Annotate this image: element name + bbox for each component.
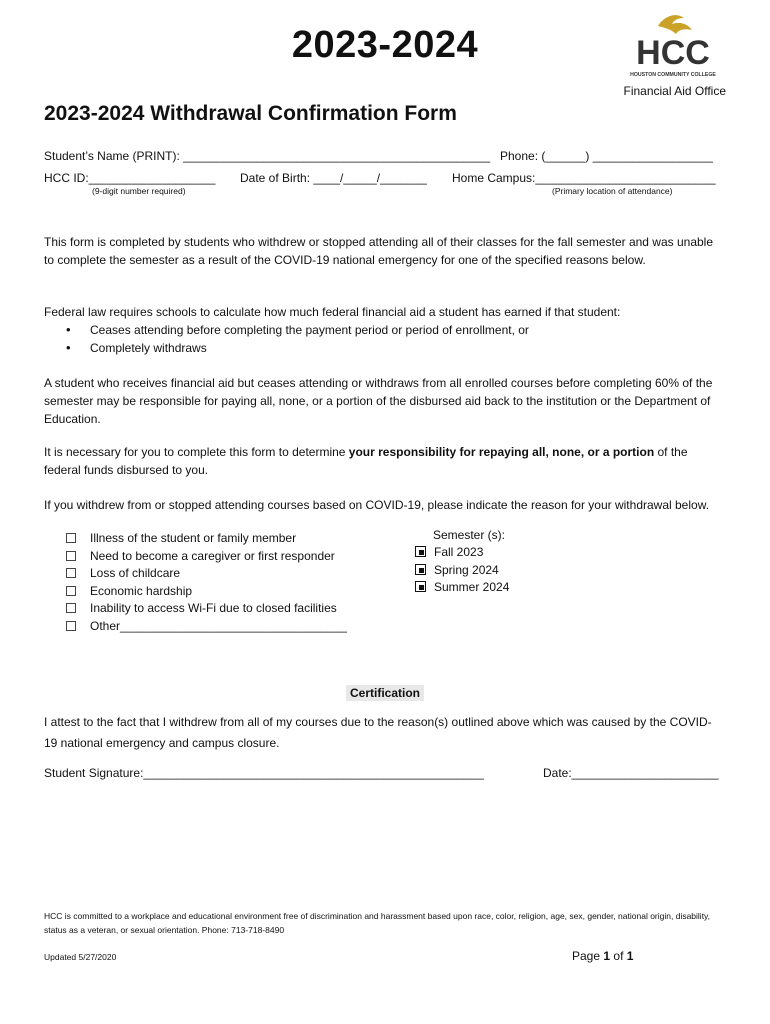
hcc-logo	[618, 12, 728, 84]
reason-other[interactable]: Other__________________________________	[66, 618, 347, 636]
hcc-id-hint: (9-digit number required)	[92, 186, 186, 196]
covid-reason-paragraph: If you withdrew from or stopped attending courses based on COVID-19, please indicate the reason for your withdrawal below.	[44, 498, 710, 512]
checkbox[interactable]	[66, 533, 76, 543]
checkbox[interactable]	[66, 586, 76, 596]
reason-list	[66, 530, 347, 635]
student-name-field[interactable]: Student’s Name (PRINT): ______________________________________________	[44, 149, 491, 163]
updated-date: Updated 5/27/2020	[44, 952, 117, 962]
federal-law-paragraph: Federal law requires schools to calculate how much federal financial aid a student has earned if that student:	[44, 305, 621, 319]
semester-fall-2023[interactable]: Fall 2023	[415, 544, 509, 562]
campus-hint: (Primary location of attendance)	[552, 186, 673, 196]
student-signature-field[interactable]: Student Signature:___________________________________________________	[44, 766, 484, 780]
certification-heading: Certification	[0, 686, 770, 700]
checkbox[interactable]	[66, 568, 76, 578]
office-label: Financial Aid Office	[623, 84, 726, 98]
home-campus-field[interactable]: Home Campus:___________________________	[452, 171, 716, 185]
checkbox[interactable]	[66, 621, 76, 631]
semester-spring-2024[interactable]: Spring 2024	[415, 562, 509, 580]
federal-law-bullets	[66, 321, 529, 357]
reason-childcare[interactable]: Loss of childcare	[66, 565, 347, 583]
checked-checkbox[interactable]	[415, 581, 426, 592]
reason-caregiver[interactable]: Need to become a caregiver or first responder	[66, 548, 347, 566]
checked-checkbox[interactable]	[415, 546, 426, 557]
hcc-id-field[interactable]: HCC ID:___________________	[44, 171, 216, 185]
bullet-item: • Completely withdraws	[66, 339, 529, 357]
semester-label: Semester (s):	[433, 528, 506, 542]
checkbox[interactable]	[66, 603, 76, 613]
reason-wifi[interactable]: Inability to access Wi-Fi due to closed facilities	[66, 600, 347, 618]
attestation-text: I attest to the fact that I withdrew from all of my courses due to the reason(s) outlined above which was caused by the COVID-19 national emergency and campus closure.	[44, 715, 712, 750]
responsibility-paragraph: A student who receives financial aid but ceases attending or withdraws from all enrolled courses before completing 60% of the semester may be responsible for paying all, none, or a portion of the disbursed aid back to the institution or the Department of Education.	[44, 376, 713, 426]
intro-paragraph: This form is completed by students who withdrew or stopped attending all of their classes for the fall semester and was unable to complete the semester as a result of the COVID-19 national emergency for one of the specified reasons below.	[44, 235, 714, 267]
checked-checkbox[interactable]	[415, 564, 426, 575]
checkbox[interactable]	[66, 551, 76, 561]
semester-summer-2024[interactable]: Summer 2024	[415, 579, 509, 597]
nondiscrimination-notice: HCC is committed to a workplace and educational environment free of discrimination and harassment based upon race, color, religion, age, sex, gender, national origin, disability, status as a veteran, or sexual orientation. Phone: 713-718-8490	[44, 911, 711, 935]
bullet-item: • Ceases attending before completing the payment period or period of enrollment, or	[66, 321, 529, 339]
reason-economic[interactable]: Economic hardship	[66, 583, 347, 601]
page-number: Page 1 of 1	[572, 949, 634, 963]
dob-field[interactable]: Date of Birth: ____/_____/_______	[240, 171, 427, 185]
necessity-paragraph: It is necessary for you to complete this form to determine your responsibility for repaying all, none, or a portion of the federal funds disbursed to you.	[44, 445, 688, 477]
year-title: 2023-2024	[291, 24, 479, 66]
eagle-icon	[658, 15, 692, 34]
reason-illness[interactable]: Illness of the student or family member	[66, 530, 347, 548]
form-title: 2023-2024 Withdrawal Confirmation Form	[44, 102, 457, 125]
date-field[interactable]: Date:______________________	[543, 766, 719, 780]
repay-emphasis: your responsibility for repaying all, none, or a portion	[348, 445, 655, 459]
phone-field[interactable]: Phone: (______) __________________	[500, 149, 713, 163]
semester-list	[415, 544, 509, 597]
logo-subtext: HOUSTON COMMUNITY COLLEGE	[630, 72, 716, 78]
logo-text: HCC	[636, 34, 710, 72]
